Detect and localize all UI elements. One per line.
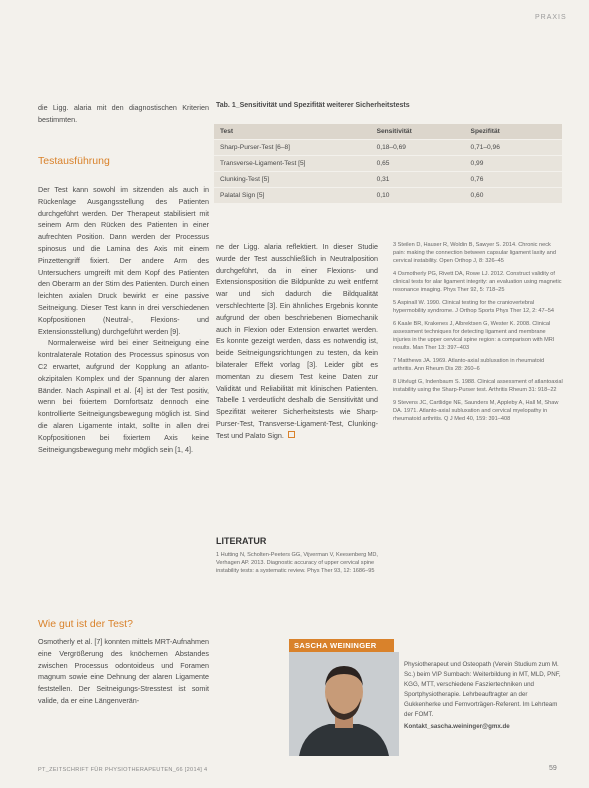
reference-list — [393, 241, 563, 428]
table-cell: Clunking-Test [5] — [214, 172, 371, 188]
section2-paragraph-1: Osmotherly et al. [7] konnten mittels MRT-Aufnahmen eine Vergrößerung des knöchernen Abstandes zwischen Processus odontoideus und Foramen magnum sowie eine Dehnung der alaren Ligamente feststellen. Der Seitneigungs-Stresstest ist somit valide, da er eine Längenverän- — [38, 637, 209, 705]
footer-journal: PT_ZEITSCHRIFT FÜR PHYSIOTHERAPEUTEN_66 [2014] 4 — [38, 767, 208, 773]
section1-body — [38, 184, 209, 455]
reference-item: 9 Stevens JC, Cartlidge NE, Saunders M, Appleby A, Hall M, Shaw DA. 1971. Atlanto-axial subluxation and cervical myelopathy in rheumatoid arthritis. Q J Med 40, 159: 391–408 — [393, 400, 559, 422]
reference-item: 7 Matthews JA. 1969. Atlanto-axial subluxation in rheumatoid arthritis. Ann Rheum Dis 28: 260–6 — [393, 358, 545, 372]
intro-paragraph: die Ligg. alaria mit den diagnostischen Kriterien bestimmten. — [38, 103, 209, 124]
table-header: Sensitivität — [371, 124, 465, 140]
author-contact: Kontakt_sascha.weininger@gmx.de — [404, 723, 510, 730]
table-cell: Sharp-Purser-Test [6–8] — [214, 140, 371, 156]
table-cell: 0,65 — [371, 156, 465, 172]
reference-item: 3 Steilen D, Hauser R, Woldin B, Sawyer S. 2014. Chronic neck pain: making the connection between capsular ligament laxity and cervical instability. Open Orthop J, 8: 326–45 — [393, 242, 556, 264]
author-bio-text: Physiotherapeut und Osteopath (Verein Studium zum M. Sc.) beim VIP Sumbach: Weiterbildung in MT, MLD, PNF, KGG, MTT, verschiedene Fasziertechniken und Sportphysiotherapie. Lehrbeauftragter an der Gukkenherke und Fernvorträgen-Referent. Im Lehrteam der FOMT. — [404, 661, 561, 718]
literatur-list — [216, 551, 380, 580]
section1-paragraph-1: Der Test kann sowohl im sitzenden als auch in Rückenlage Ausgangsstellung des Patienten durchgeführt werden. Der Therapeut stabilisiert mit seinem Arm den Rücken des Patienten in einer aufrechten Position. Dann werden der Processus spinosus und die Lamina des Axis mit einem Pinzettengriff fixiert. Der andere Arm des Untersuchers umgreift mit dem Kopf des Patienten den Oberarm an der Stirn des Patienten. Durch einen leichten axialen Druck bewirkt er eine passive Seitneigung. Dieser Test kann in drei verschiedenen Kopfpositionen (Neutral-, Flexions- und Extensionsstellung) durchgeführt werden [9]. — [38, 185, 209, 336]
page-number: 59 — [549, 765, 557, 772]
running-head: PRAXIS — [535, 14, 567, 21]
author-bio — [404, 660, 564, 732]
table-header: Test — [214, 124, 371, 140]
reference-item: 8 Uitvlugt G, Indenbaum S. 1988. Clinical assessment of atlantoaxial instability using the Sharp-Purser test. Arthritis Rheum 31: 918–22 — [393, 379, 563, 393]
section-title-wie-gut: Wie gut ist der Test? — [38, 618, 133, 630]
table-row — [214, 188, 562, 204]
table-cell: 0,71–0,96 — [465, 140, 562, 156]
author-name-label: SASCHA WEININGER — [289, 639, 394, 652]
section2-body — [38, 636, 209, 761]
sensitivity-table — [214, 124, 562, 203]
column2-text: ne der Ligg. alaria reflektiert. In dieser Studie wurde der Test ausschließlich in Neutralposition durchgeführt, da in einer Flexions- und Extensionsposition die Bildpunkte zu weit entfernt war und sich dadurch die Bildqualität verschlechterte [3]. Ein ähnliches Ergebnis konnte aufgrund der oben beschriebenen Biomechanik auch in Flexion oder Extension erwartet werden. Es konnte gezeigt werden, dass es notwendig ist, beide Seitneigungsrichtungen zu testen, da kein bilateraler Effekt vorlag [3]. Leider gibt es momentan zu diesem Test keine Daten zur Validität und Reliabilität mit klinischen Patienten. Tabelle 1 verdeutlicht deshalb die Sensitivität und Spezifität weiterer Sicherheitstests wie Sharp-Purser-Test, Transverse-Ligament-Test, Clunking-Test und Palato Sign. — [216, 242, 378, 440]
table-header: Spezifität — [465, 124, 562, 140]
table-cell: Palatal Sign [5] — [214, 188, 371, 204]
table-cell: 0,31 — [371, 172, 465, 188]
table-cell: 0,18–0,69 — [371, 140, 465, 156]
author-photo — [289, 652, 399, 756]
column2-paragraph — [216, 241, 378, 442]
literatur-heading: LITERATUR — [216, 536, 267, 546]
table-cell: Transverse-Ligament-Test [5] — [214, 156, 371, 172]
table-cell: 0,10 — [371, 188, 465, 204]
table-row — [214, 140, 562, 156]
table-cell: 0,60 — [465, 188, 562, 204]
reference-item: 4 Osmotherly PG, Rivett DA, Rowe LJ. 2012. Construct validity of clinical tests for alar ligament integrity: an evaluation using magnetic resonance imaging. Phys Ther 92, 5: 718–25 — [393, 271, 562, 293]
reference-item: 5 Aspinall W. 1990. Clinical testing for the craniovertebral hypermobility syndrome. J Orthop Sports Phys Ther 12, 2: 47–54 — [393, 300, 554, 314]
reference-item: 6 Kaale BR, Krakenes J, Albrektsen G, Wester K. 2008. Clinical assessment techniques for detecting ligament and membrane injuries in the upper cervical spine region: a comparison with MRI results. Man Ther 13: 397–403 — [393, 321, 555, 351]
table-title: Tab. 1_Sensitivität und Spezifität weiterer Sicherheitstests — [216, 102, 410, 109]
column2-body — [216, 241, 378, 442]
table-cell: 0,76 — [465, 172, 562, 188]
section-title-testausfuehrung: Testausführung — [38, 155, 110, 167]
end-mark-icon — [288, 431, 295, 438]
author-portrait-icon — [289, 652, 399, 756]
section1-paragraph-2: Normalerweise wird bei einer Seitneigung eine kontralaterale Rotation des Processus spinosus von C2 erwartet, aufgrund der Kopplung an atlanto-okzipitalen Komplex und der Spannung der alaren Bänder. Nach Aspinall et al. [4] ist der Test positiv, wenn bei fixiertem Dornfortsatz dennoch eine kontrollierte Seitneigungsbewegung möglich ist. Sind die alaren Ligamente intakt, sollte in allen drei Kopfpositionen bei fixiertem Axis keine Seitneigungsbewegung mehr möglich sein [1, 4]. — [38, 338, 209, 454]
table-cell: 0,99 — [465, 156, 562, 172]
table-row — [214, 156, 562, 172]
table-row — [214, 172, 562, 188]
intro-text — [38, 102, 209, 126]
table-header-row — [214, 124, 562, 140]
reference-item: 1 Hutting N, Scholten-Peeters GG, Vijverman V, Keesenberg MD, Verhagen AP. 2013. Diagnostic accuracy of upper cervical spine instability tests: a systematic review. Phys Ther 93, 12: 1686–95 — [216, 552, 378, 574]
